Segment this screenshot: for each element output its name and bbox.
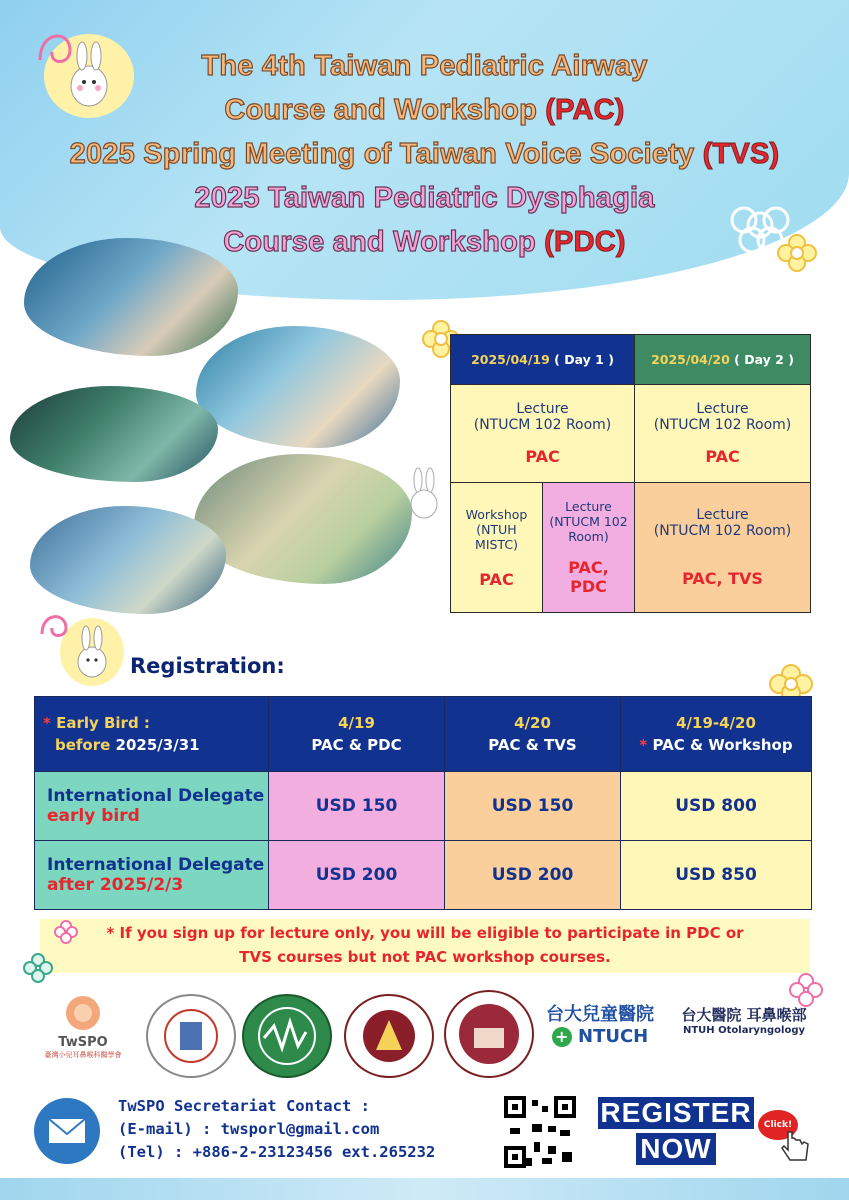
asterisk: * xyxy=(639,736,653,754)
day2-label: ( Day 2 ) xyxy=(729,352,794,367)
surgery-photo-1 xyxy=(24,238,238,356)
title-line-2 xyxy=(0,88,849,132)
course-code: PAC, PDC xyxy=(568,558,609,596)
day2-header xyxy=(635,335,811,385)
col-date: 4/20 xyxy=(514,714,551,732)
row-label-sub: early bird xyxy=(47,806,140,826)
contact-tel: (Tel) : +886-2-23123456 ext.265232 xyxy=(118,1143,436,1161)
price-cell: USD 150 xyxy=(269,772,445,841)
early-bird-header xyxy=(35,697,269,772)
col-name: PAC & TVS xyxy=(488,736,577,754)
schedule-table xyxy=(450,334,811,613)
price-cell: USD 800 xyxy=(621,772,812,841)
col-date: 4/19-4/20 xyxy=(676,714,756,732)
qr-code[interactable] xyxy=(504,1096,576,1168)
speech-society-logo xyxy=(146,994,236,1078)
twspo-emblem-icon xyxy=(61,994,105,1032)
col-name: PAC & PDC xyxy=(311,736,402,754)
pdc-lecture-cell xyxy=(543,483,635,613)
pac-acronym: (PAC) xyxy=(545,94,625,126)
flower-decoration-icon xyxy=(20,950,56,986)
register-line-2: NOW xyxy=(636,1133,716,1165)
bunny-small-icon xyxy=(404,466,444,522)
ntuch-logo-en: NTUCH xyxy=(578,1026,649,1047)
ntuh-logo-en: NTUH Otolaryngology xyxy=(682,1025,806,1036)
day1-label: ( Day 1 ) xyxy=(549,352,614,367)
row-label-main: International Delegate xyxy=(47,855,265,875)
title-line-3 xyxy=(0,132,849,176)
day2-lecture-cell xyxy=(635,385,811,483)
col-name: PAC & Workshop xyxy=(652,736,793,754)
course-code: PAC xyxy=(479,569,514,589)
title-line-4: 2025 Taiwan Pediatric Dysphagia xyxy=(194,182,655,214)
twspo-logo xyxy=(40,994,126,1068)
price-cell: USD 200 xyxy=(445,841,621,910)
row-label-sub: after 2025/2/3 xyxy=(47,875,184,895)
note-line-1: * If you sign up for lecture only, you will be eligible to participate in PDC or xyxy=(106,924,744,942)
hand-cursor-icon xyxy=(778,1128,814,1164)
course-code: PAC xyxy=(705,447,740,466)
early-bird-date: 2025/3/31 xyxy=(115,736,200,754)
row-label xyxy=(35,841,269,910)
col-pac-tvs-header xyxy=(445,697,621,772)
title-line-1: The 4th Taiwan Pediatric Airway xyxy=(201,50,648,82)
contact-heading: TwSPO Secretariat Contact : xyxy=(118,1097,370,1115)
voice-society-logo xyxy=(242,994,332,1078)
row-label xyxy=(35,772,269,841)
price-cell: USD 200 xyxy=(269,841,445,910)
ntuch-logo xyxy=(540,1000,660,1047)
cross-icon: + xyxy=(552,1027,572,1047)
course-code: PAC xyxy=(525,447,560,466)
day2-date: 2025/04/20 xyxy=(651,352,730,367)
registration-table xyxy=(34,696,812,910)
lecture-room: (NTUCM 102 Room) xyxy=(473,417,612,433)
price-cell: USD 850 xyxy=(621,841,812,910)
ntuh-oto-logo xyxy=(674,1004,814,1036)
day1-lecture-cell xyxy=(451,385,635,483)
lecture-room: (NTUCM 102 Room) xyxy=(549,514,628,544)
ntuch-logo-cn: 台大兒童醫院 xyxy=(546,1004,654,1025)
table-row xyxy=(35,841,812,910)
tvs-lecture-cell xyxy=(635,483,811,613)
register-now-button[interactable] xyxy=(598,1097,754,1165)
workshop-room: (NTUH MISTC) xyxy=(475,521,518,552)
course-code: PAC, TVS xyxy=(682,569,763,588)
surgery-photo-4 xyxy=(194,454,412,584)
price-cell: USD 150 xyxy=(445,772,621,841)
title-line-5-text: Course and Workshop xyxy=(223,226,545,258)
day1-header xyxy=(451,335,635,385)
secretariat-contact xyxy=(118,1095,435,1164)
ntu-hospital-logo xyxy=(444,990,534,1078)
registration-title: Registration: xyxy=(130,654,285,678)
lecture-label: Lecture xyxy=(516,401,569,417)
table-row xyxy=(35,772,812,841)
pdc-acronym: (PDC) xyxy=(544,226,626,258)
surgery-photo-5 xyxy=(30,506,226,614)
tvs-acronym: (TVS) xyxy=(702,138,780,170)
ntu-college-logo xyxy=(344,994,434,1078)
lecture-room: (NTUCM 102 Room) xyxy=(653,523,792,539)
lecture-label: Lecture xyxy=(565,499,612,514)
note-line-2: TVS courses but not PAC workshop courses. xyxy=(239,948,611,966)
footer-band xyxy=(0,1178,849,1200)
title-line-2-text: Course and Workshop xyxy=(224,94,546,126)
workshop-cell xyxy=(451,483,543,613)
row-label-main: International Delegate xyxy=(47,786,265,806)
swirl-decoration-icon xyxy=(34,604,74,648)
lecture-room: (NTUCM 102 Room) xyxy=(653,417,792,433)
early-bird-before: before xyxy=(55,736,116,754)
col-pac-workshop-header xyxy=(621,697,812,772)
event-titles xyxy=(0,44,849,264)
mail-icon xyxy=(34,1098,100,1164)
surgery-photo-3 xyxy=(10,386,218,482)
flower-decoration-icon xyxy=(52,918,80,946)
twspo-logo-text: TwSPO xyxy=(58,1035,108,1050)
surgery-photo-2 xyxy=(196,326,400,448)
register-line-1: REGISTER xyxy=(598,1097,754,1129)
ntuch-logo-en-row xyxy=(540,1026,660,1047)
lecture-label: Lecture xyxy=(696,507,749,523)
lecture-label: Lecture xyxy=(696,401,749,417)
click-label: Click! xyxy=(763,1120,793,1130)
lecture-only-note xyxy=(40,919,810,973)
col-date: 4/19 xyxy=(338,714,375,732)
workshop-label: Workshop xyxy=(465,506,528,522)
twspo-logo-subtext: 臺灣小兒耳鼻喉科醫學會 xyxy=(44,1051,122,1059)
day1-date: 2025/04/19 xyxy=(471,352,550,367)
col-pac-pdc-header xyxy=(269,697,445,772)
title-line-3-text: 2025 Spring Meeting of Taiwan Voice Society xyxy=(69,138,703,170)
ntuh-logo-cn: 台大醫院 耳鼻喉部 xyxy=(681,1006,807,1024)
contact-email[interactable]: (E-mail) : twsporl@gmail.com xyxy=(118,1120,380,1138)
early-bird-label: Early Bird : xyxy=(56,714,150,732)
asterisk: * xyxy=(43,714,57,732)
